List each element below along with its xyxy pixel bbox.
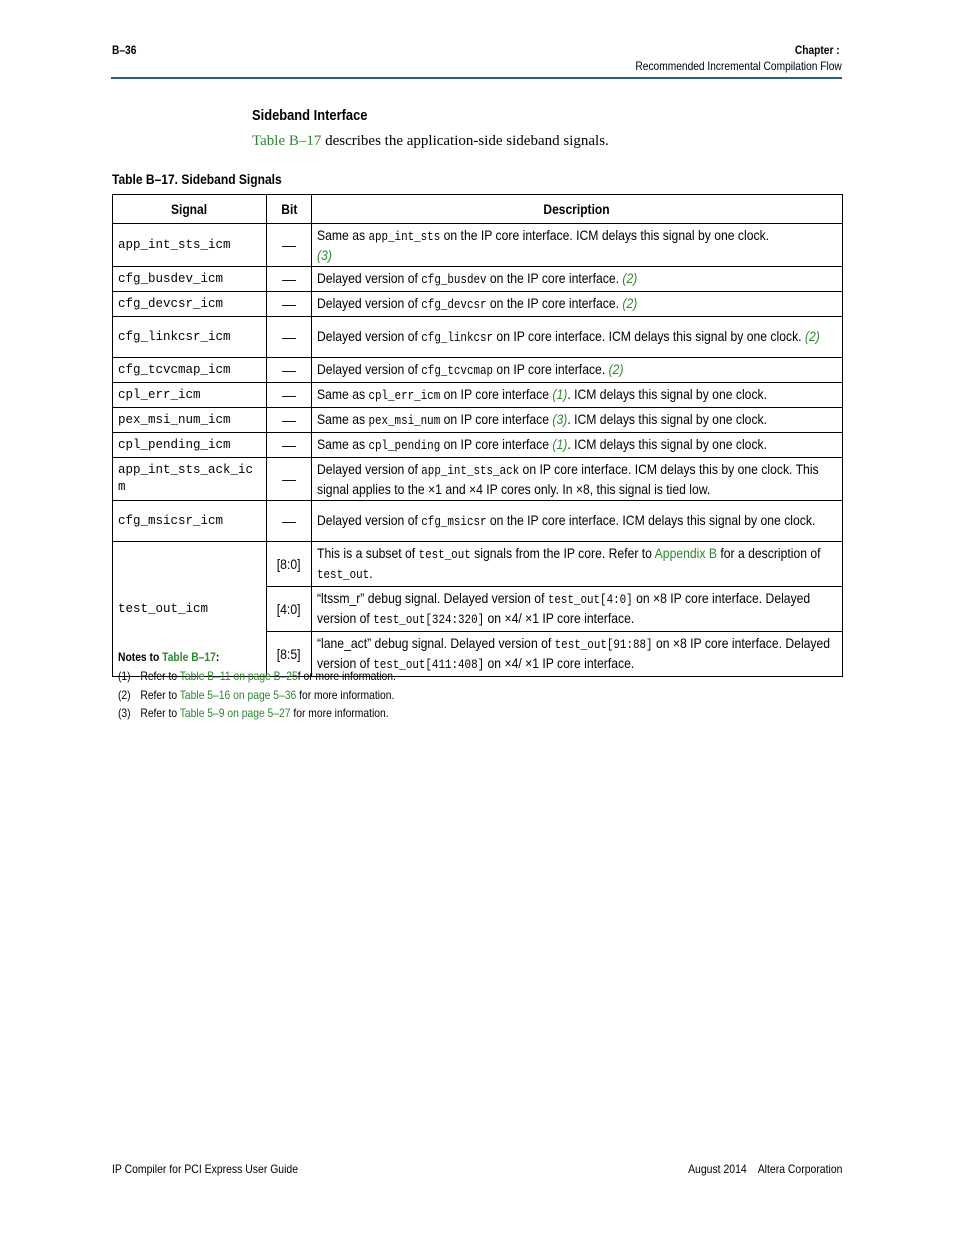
note-link[interactable]: Table 5–9 on page 5–27 — [179, 706, 291, 720]
header-rule — [111, 77, 842, 79]
table-caption: Table B–17. Sideband Signals — [112, 171, 282, 187]
bit-cell: [8:0] — [267, 542, 312, 587]
signal-cell: pex_msi_num_icm — [113, 408, 267, 433]
intro-text: describes the application-side sideband signals. — [321, 133, 609, 149]
table-notes — [118, 650, 441, 725]
note-item: (3) Refer to Table 5–9 on page 5–27 for more information. — [118, 706, 389, 720]
intro-paragraph — [252, 133, 609, 150]
footer-title: IP Compiler for PCI Express User Guide — [112, 1162, 299, 1176]
bit-cell: — — [267, 458, 312, 501]
bit-cell: — — [267, 433, 312, 458]
description-cell: “ltssm_r” debug signal. Delayed version of test_out[4:0] on ×8 IP core interface. Delayed version of test_out[324:320] on ×4/ ×1 IP core interface. — [312, 587, 843, 632]
section-title: Sideband Interface — [252, 107, 368, 124]
description-cell: Delayed version of cfg_linkcsr on IP core interface. ICM delays this signal by one clock. (2) — [312, 317, 843, 358]
bit-cell: — — [267, 292, 312, 317]
description-cell: Same as app_int_sts on the IP core interface. ICM delays this signal by one clock. (3) — [312, 224, 843, 267]
table-row — [113, 542, 843, 587]
notes-title: Notes to Table B–17: — [118, 650, 220, 664]
table-row — [113, 501, 843, 542]
chapter-label: Chapter : — [795, 43, 840, 57]
note-ref[interactable]: (2) — [622, 295, 638, 311]
page-number: B–36 — [112, 43, 137, 57]
signal-cell: cpl_err_icm — [113, 383, 267, 408]
table-row — [113, 358, 843, 383]
bit-cell: — — [267, 224, 312, 267]
table-link[interactable]: Table B–17 — [252, 133, 322, 149]
column-header-signal: Signal — [113, 195, 267, 224]
description-cell: Same as cpl_pending on IP core interface (1). ICM delays this signal by one clock. — [312, 433, 843, 458]
signal-cell: app_int_sts_ack_ic m — [113, 458, 267, 501]
table-header-row — [113, 195, 843, 224]
table-row — [113, 433, 843, 458]
signal-cell: cfg_tcvcmap_icm — [113, 358, 267, 383]
signal-cell: app_int_sts_icm — [113, 224, 267, 267]
footer-date-company: August 2014 Altera Corporation — [687, 1162, 842, 1176]
note-ref[interactable]: (1) — [552, 386, 568, 402]
bit-cell: — — [267, 408, 312, 433]
description-cell: Same as pex_msi_num on IP core interface (3). ICM delays this signal by one clock. — [312, 408, 843, 433]
signal-cell: cfg_msicsr_icm — [113, 501, 267, 542]
appendix-link[interactable]: Appendix B — [654, 545, 717, 561]
description-cell: This is a subset of test_out signals from the IP core. Refer to Appendix B for a description of test_out. — [312, 542, 843, 587]
bit-cell: — — [267, 317, 312, 358]
table-row — [113, 224, 843, 267]
bit-cell: — — [267, 267, 312, 292]
table-row — [113, 458, 843, 501]
sideband-signals-table — [112, 194, 843, 677]
bit-cell: [8:5] — [267, 632, 312, 677]
bit-cell: [4:0] — [267, 587, 312, 632]
note-item: (1) Refer to Table B–11 on page B–25f or more information. — [118, 669, 396, 683]
notes-table-link[interactable]: Table B–17 — [162, 650, 216, 664]
description-cell: Same as cpl_err_icm on IP core interface (1). ICM delays this signal by one clock. — [312, 383, 843, 408]
table-row — [113, 267, 843, 292]
bit-cell: — — [267, 501, 312, 542]
signal-cell: cfg_busdev_icm — [113, 267, 267, 292]
description-cell: Delayed version of app_int_sts_ack on IP core interface. ICM delays this by one clock. This signal applies to the ×1 and ×4 IP cores only. In ×8, this signal is tied low. — [312, 458, 843, 501]
signal-cell: cfg_devcsr_icm — [113, 292, 267, 317]
column-header-bit: Bit — [267, 195, 312, 224]
note-link[interactable]: Table 5–16 on page 5–36 — [179, 687, 297, 702]
description-cell: “lane_act” debug signal. Delayed version of test_out[91:88] on ×8 IP core interface. Delayed version of test_out[411:408] on ×4/ ×1 IP core interface. — [312, 632, 843, 677]
section-label: Recommended Incremental Compilation Flow — [635, 59, 842, 73]
description-cell: Delayed version of cfg_tcvcmap on IP core interface. (2) — [312, 358, 843, 383]
table-row — [113, 408, 843, 433]
note-ref[interactable]: (3) — [317, 247, 332, 263]
table-row — [113, 292, 843, 317]
note-item: (2) Refer to Table 5–16 on page 5–36 for more information. — [118, 687, 395, 702]
bit-cell: — — [267, 383, 312, 408]
description-cell: Delayed version of cfg_busdev on the IP core interface. (2) — [312, 267, 843, 292]
table-row — [113, 317, 843, 358]
signal-cell: cpl_pending_icm — [113, 433, 267, 458]
signal-cell: cfg_linkcsr_icm — [113, 317, 267, 358]
table-row — [113, 383, 843, 408]
note-ref[interactable]: (2) — [804, 328, 820, 344]
note-ref[interactable]: (1) — [552, 436, 568, 452]
signal-cell: test_out_icm — [113, 542, 267, 677]
column-header-description: Description — [312, 195, 843, 224]
note-ref[interactable]: (2) — [622, 270, 638, 286]
bit-cell: — — [267, 358, 312, 383]
note-ref[interactable]: (2) — [608, 361, 624, 377]
note-link[interactable]: Table B–11 on page B–25 — [179, 669, 298, 683]
description-cell: Delayed version of cfg_msicsr on the IP core interface. ICM delays this signal by one clock. — [312, 501, 843, 542]
description-cell: Delayed version of cfg_devcsr on the IP core interface. (2) — [312, 292, 843, 317]
note-ref[interactable]: (3) — [552, 411, 568, 427]
